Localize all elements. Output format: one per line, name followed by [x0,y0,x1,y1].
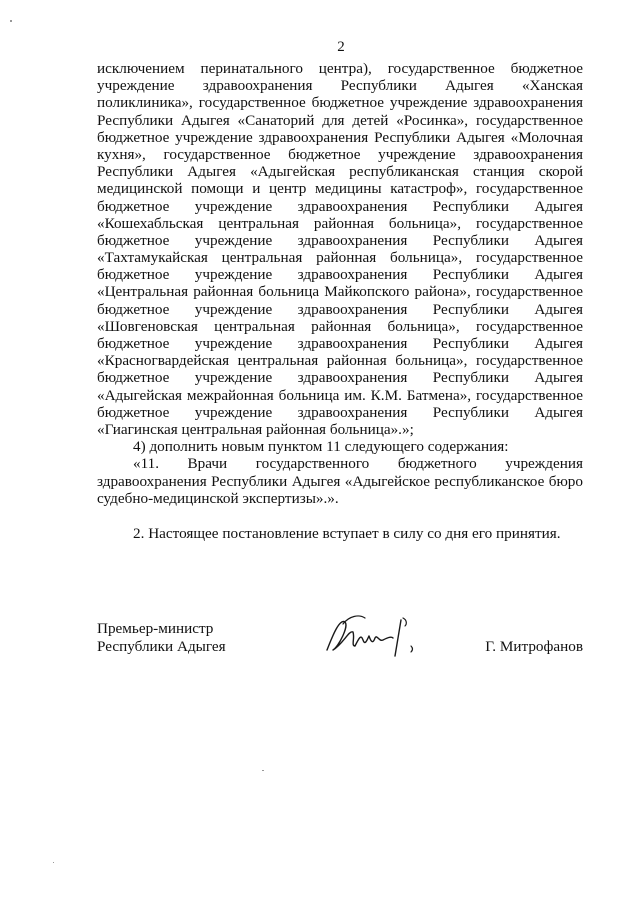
text-line: «Кошехабльская центральная районная больница», государственное [97,214,583,232]
text-line: бюджетное учреждение здравоохранения Республики Адыгея [97,335,583,352]
text-line: «Адыгейская межрайонная больница им. К.М. Батмена», государственное [97,386,583,404]
text-line: «Центральная районная больница Майкопского района», государственное [97,283,583,301]
text-line: учреждение здравоохранения Республики Адыгея «Ханская [97,77,583,95]
text-line: Республики Адыгея «Адыгейская республиканская станция скорой [97,163,583,181]
signer-position-line: Республики Адыгея [97,638,226,655]
signer-name: Г. Митрофанов [485,638,583,655]
signature-block [97,620,583,680]
scan-speck [262,770,264,771]
scan-speck [10,20,12,22]
item-2-paragraph: 2. Настоящее постановление вступает в силу со дня его принятия. [133,524,561,542]
text-line: поликлиника», государственное бюджетное учреждение здравоохранения [97,94,583,112]
paragraph-spacer [97,507,583,525]
handwritten-signature [319,610,429,660]
text-line: «Красногвардейская центральная районная больница», государственное [97,352,583,370]
text-line: «11. Врачи государственного бюджетного учреждения [133,455,583,473]
text-line: бюджетное учреждение здравоохранения Республики Адыгея [97,231,583,249]
text-line: бюджетное учреждение здравоохранения Республики Адыгея [97,266,583,284]
text-line: исключением перинатального центра), государственное бюджетное [97,60,583,77]
text-line: бюджетное учреждение здравоохранения Республики Адыгея [97,403,583,421]
text-line: кухня», государственное бюджетное учреждение здравоохранения [97,145,583,163]
continued-paragraph [97,60,583,438]
text-line: бюджетное учреждение здравоохранения Республики Адыгея [97,300,583,318]
text-line: бюджетное учреждение здравоохранения Республики Адыгея [97,369,583,387]
text-line: Республики Адыгея «Санаторий для детей «Росинка», государственное [97,111,583,129]
text-line: здравоохранения Республики Адыгея «Адыгейское республиканское бюро [97,472,583,490]
document-body [97,60,583,542]
signer-position-line: Премьер-министр [97,620,214,637]
text-line: бюджетное учреждение здравоохранения Республики Адыгея «Молочная [97,128,583,146]
signer-position [97,620,226,656]
item-11-paragraph [97,455,583,507]
text-line: судебно-медицинской экспертизы».». [97,489,339,507]
scan-speck [53,862,54,863]
text-line: «Гиагинская центральная районная больница».»; [97,420,414,438]
text-line: медицинской помощи и центр медицины катастроф», государственное [97,180,583,198]
text-line: «Шовгеновская центральная районная больница», государственное [97,317,583,335]
item-4-paragraph: 4) дополнить новым пунктом 11 следующего содержания: [133,438,509,456]
text-line: «Тахтамукайская центральная районная больница», государственное [97,249,583,267]
page-number: 2 [337,39,345,55]
text-line: бюджетное учреждение здравоохранения Республики Адыгея [97,197,583,215]
